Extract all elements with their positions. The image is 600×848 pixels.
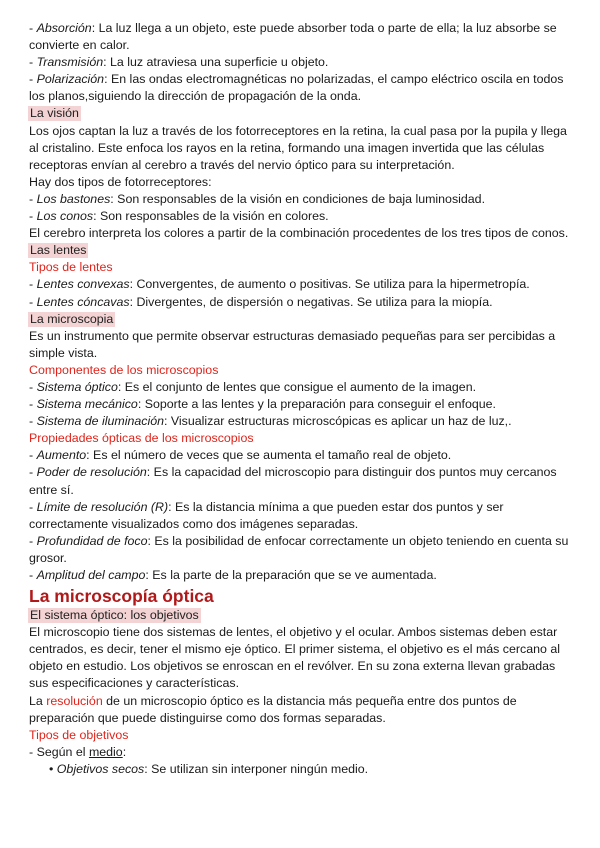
heading-vision: La visión xyxy=(30,106,79,121)
photoreceptor-intro: Hay dos tipos de fotorreceptores: xyxy=(29,174,212,189)
heading-microscopia: La microscopia xyxy=(30,311,114,326)
item-polarizacion: - Polarización: En las ondas electromagnéticas no polarizadas, el campo eléctrico oscila en todos los planos,siguiendo la dirección de propagación de la onda. xyxy=(29,72,564,104)
item-poder-resolucion: - Poder de resolución: Es la capacidad del microscopio para distinguir dos puntos muy cercanos entre sí. xyxy=(29,465,557,497)
item-profundidad-foco: - Profundidad de foco: Es la posibilidad de enfocar correctamente un objeto teniendo en cuenta su grosor. xyxy=(29,533,569,565)
heading-sistema-optico: El sistema óptico: los objetivos xyxy=(30,608,199,623)
resolucion-paragraph: La resolución de un microscopio óptico es la distancia más pequeña entre dos puntos de preparación que puede distinguirse como dos formas separadas. xyxy=(29,693,517,725)
item-lentes-concavas: - Lentes cóncavas: Divergentes, de dispersión o negativas. Se utiliza para la miopía. xyxy=(29,294,493,309)
objetivos-paragraph: El microscopio tiene dos sistemas de lentes, el objetivo y el ocular. Ambos sistemas deben estar centrados, es decir, tener el mismo eje óptico. El primer sistema, el objetivo es el más cercano al objeto en estudio. Los objetivos se enroscan en el revólver. En su zona externa llevan grabadas sus especificaciones y características. xyxy=(29,625,560,691)
title-microscopia-optica: La microscopía óptica xyxy=(29,586,214,607)
item-bastones: - Los bastones: Son responsables de la visión en condiciones de baja luminosidad. xyxy=(29,191,486,206)
item-amplitud-campo: - Amplitud del campo: Es la parte de la preparación que se ve aumentada. xyxy=(29,568,437,582)
item-objetivos-secos: • Objetivos secos: Se utilizan sin interponer ningún medio. xyxy=(49,761,369,776)
subheading-tipos-lentes: Tipos de lentes xyxy=(29,260,113,275)
microscopia-paragraph: Es un instrumento que permite observar estructuras demasiado pequeñas para ser percibidas a simple vista. xyxy=(29,328,556,360)
bullet-mark: • xyxy=(49,761,54,776)
item-aumento: - Aumento: Es el número de veces que se aumenta el tamaño real de objeto. xyxy=(29,448,452,463)
item-lentes-convexas: - Lentes convexas: Convergentes, de aumento o positivas. Se utiliza para la hipermetropía. xyxy=(29,277,530,292)
document-page xyxy=(29,20,577,778)
colors-paragraph: El cerebro interpreta los colores a partir de la combinación procedentes de los tres tipos de conos. xyxy=(29,226,569,241)
item-sistema-iluminacion: - Sistema de iluminación: Visualizar estructuras microscópicas es aplicar un haz de luz,. xyxy=(29,414,512,429)
item-absorcion: - Absorción: La luz llega a un objeto, este puede absorber toda o parte de ella; la luz absorbe se convierte en calor. xyxy=(29,21,557,53)
segun-medio-line: - Según el medio: xyxy=(29,744,127,759)
item-transmision: - Transmisión: La luz atraviesa una superficie u objeto. xyxy=(29,55,329,70)
item-sistema-mecanico: - Sistema mecánico: Soporte a las lentes y la preparación para conseguir el enfoque. xyxy=(29,397,496,412)
subheading-tipos-objetivos: Tipos de objetivos xyxy=(29,727,129,742)
vision-paragraph: Los ojos captan la luz a través de los fotorreceptores en la retina, la cual pasa por la pupila y llega al cristalino. Este enfoca los rayos en la retina, formando una imagen invertida que las células receptoras envían al cerebro a través del nervio óptico para su interpretación. xyxy=(29,123,567,172)
item-limite-resolucion: - Límite de resolución (R): Es la distancia mínima a que pueden estar dos puntos y ser correctamente visualizados como dos imágenes separadas. xyxy=(29,499,504,531)
item-sistema-optico: - Sistema óptico: Es el conjunto de lentes que consigue el aumento de la imagen. xyxy=(29,379,477,394)
subheading-componentes: Componentes de los microscopios xyxy=(29,362,219,377)
item-conos: - Los conos: Son responsables de la visión en colores. xyxy=(29,209,329,224)
heading-lentes: Las lentes xyxy=(30,243,87,258)
subheading-propiedades: Propiedades ópticas de los microscopios xyxy=(29,431,254,446)
